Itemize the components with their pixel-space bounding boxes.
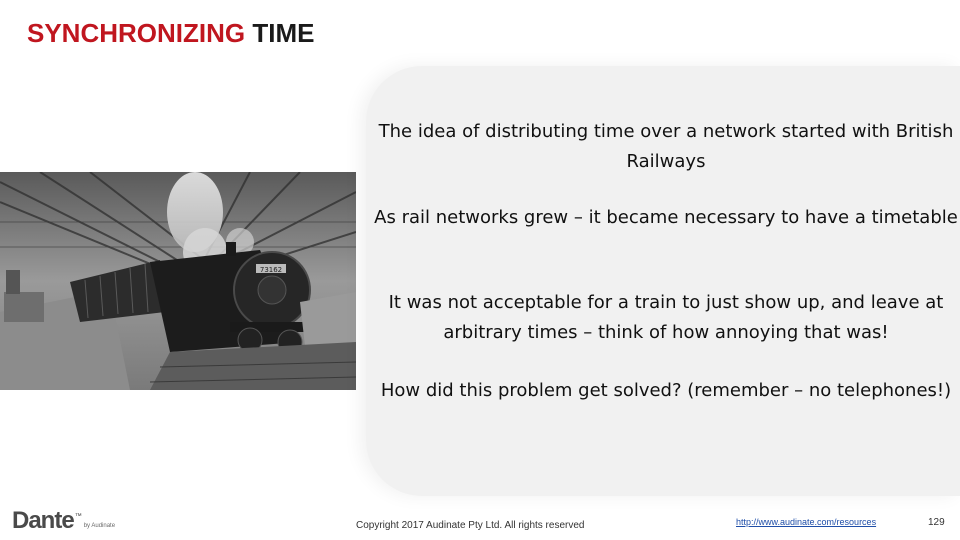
logo-wordmark: Dante bbox=[12, 507, 74, 534]
page-number: 129 bbox=[928, 517, 945, 528]
slide-title bbox=[27, 16, 314, 50]
locomotive-number-plate: 73162 bbox=[259, 266, 283, 274]
paragraph-timetable: As rail networks grew – it became necessary to have a timetable bbox=[374, 207, 958, 228]
paragraph-arbitrary-times: It was not acceptable for a train to just show up, and leave at arbitrary times – think of how annoying that was! bbox=[388, 292, 944, 343]
title-highlight: SYNCHRONIZING bbox=[27, 18, 246, 48]
copyright-notice: Copyright 2017 Audinate Pty Ltd. All rights reserved bbox=[356, 520, 585, 531]
logo-trademark: ™ bbox=[74, 513, 82, 520]
dante-logo bbox=[12, 506, 115, 534]
paragraph-question: How did this problem get solved? (remember – no telephones!) bbox=[380, 380, 952, 401]
logo-byline: by Audinate bbox=[83, 523, 116, 529]
paragraph-british-railways: The idea of distributing time over a network started with British Railways bbox=[378, 121, 954, 172]
resources-link[interactable]: http://www.audinate.com/resources bbox=[736, 517, 877, 527]
steam-locomotive-photo bbox=[0, 172, 356, 390]
title-rest: TIME bbox=[252, 18, 315, 48]
